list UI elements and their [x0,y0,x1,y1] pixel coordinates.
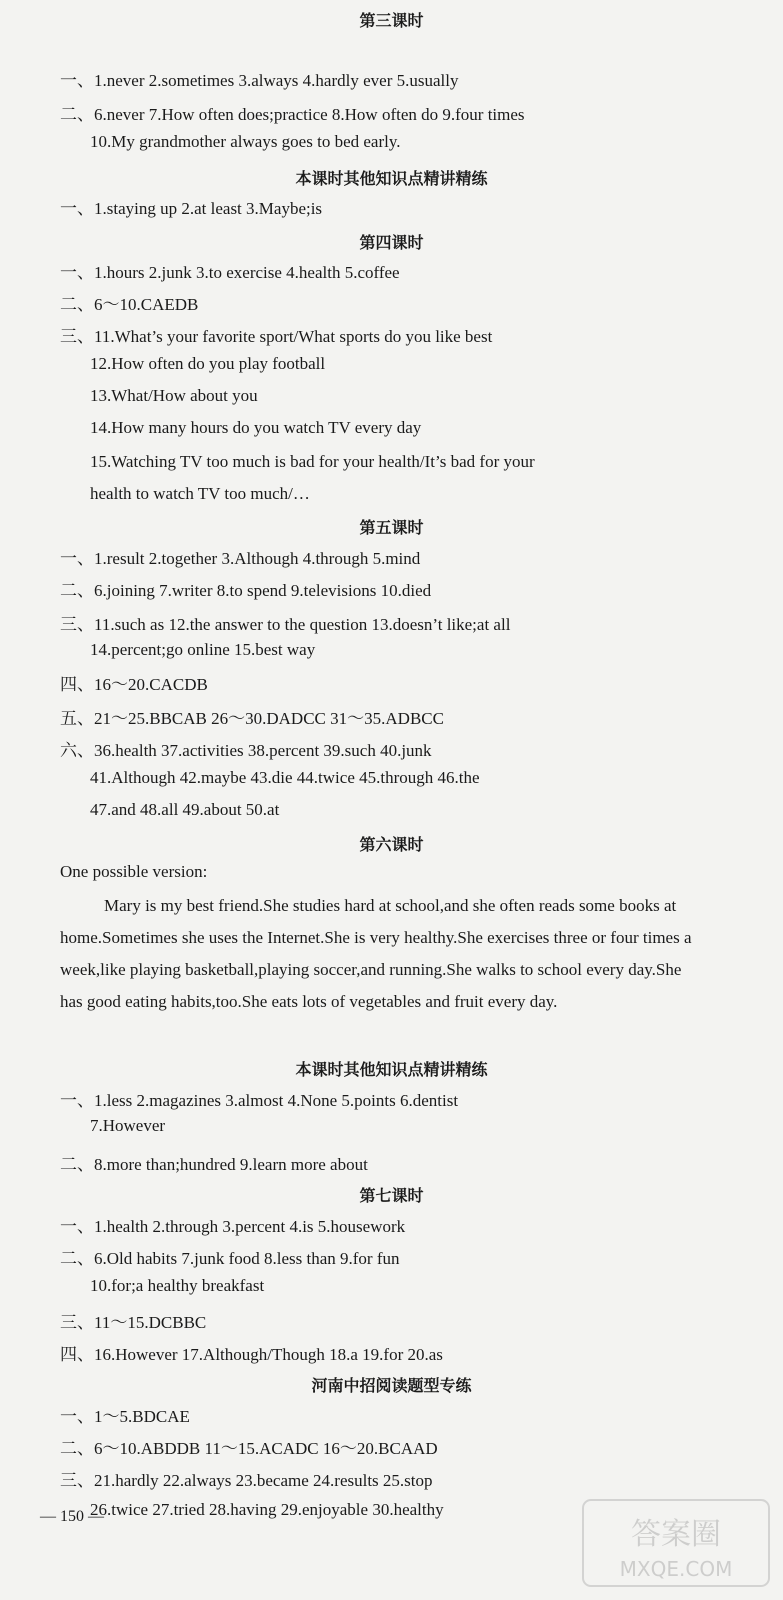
answer-line: 一、1.staying up 2.at least 3.Maybe;is [60,199,323,218]
answer-line: 47.and 48.all 49.about 50.at [90,800,280,819]
answer-line: 二、6.Old habits 7.junk food 8.less than 9.for fun [60,1249,400,1268]
answer-line: 三、21.hardly 22.always 23.became 24.results 25.stop [60,1471,433,1490]
answer-line: 二、6～10.ABDDB 11～15.ACADC 16～20.BCAAD [60,1439,438,1458]
answer-line: 15.Watching TV too much is bad for your health/It’s bad for your [90,452,535,471]
answer-line: 二、6.never 7.How often does;practice 8.How often do 9.four times [60,105,525,124]
answer-line: 26.twice 27.tried 28.having 29.enjoyable 30.healthy [90,1500,444,1519]
answer-line: 一、1.hours 2.junk 3.to exercise 4.health 5.coffee [60,263,400,282]
answer-line: One possible version: [60,862,208,881]
answer-line: 14.How many hours do you watch TV every day [90,418,422,437]
section-heading: 第五课时 [359,518,424,537]
answer-line: 三、11.What’s your favorite sport/What sports do you like best [60,327,493,346]
answer-line: 13.What/How about you [90,386,258,405]
answer-line: 五、21～25.BBCAB 26～30.DADCC 31～35.ADBCC [60,709,444,728]
section-heading: 第三课时 [359,11,424,30]
answer-line: 二、6.joining 7.writer 8.to spend 9.televisions 10.died [60,581,432,600]
answer-line: 41.Although 42.maybe 43.die 44.twice 45.through 46.the [90,768,480,787]
section-heading: 河南中招阅读题型专练 [311,1376,472,1395]
section-heading: 第六课时 [359,835,424,854]
answer-line: 二、8.more than;hundred 9.learn more about [60,1155,368,1174]
answer-line: 四、16～20.CACDB [60,675,208,694]
svg-text:答案圈: 答案圈 [631,1517,721,1552]
essay-text: Mary is my best friend.She studies hard at school,and she often reads some books at home.Sometimes she uses the Internet.She is very healthy.She exercises three or four times a week,like playing basketball,playing soccer,and running.She walks to school every day.She has good eating habits,too.She eats lots of vegetables and fruit every day. [60,896,692,1011]
answer-line: 三、11～15.DCBBC [60,1313,207,1332]
answer-line: 10.My grandmother always goes to bed early. [90,132,401,151]
answer-line: 二、6～10.CAEDB [60,295,199,314]
answer-line: 四、16.However 17.Although/Though 18.a 19.for 20.as [60,1345,443,1364]
answer-line: 一、1.never 2.sometimes 3.always 4.hardly ever 5.usually [60,71,459,90]
section-heading: 第七课时 [359,1186,424,1205]
section-heading: 本课时其他知识点精讲精练 [295,1060,488,1079]
watermark-logo [581,1498,771,1588]
answer-line: 一、1.health 2.through 3.percent 4.is 5.housework [60,1217,406,1236]
section-heading: 第四课时 [359,233,424,252]
answer-line: 7.However [90,1116,166,1135]
answer-line: 六、36.health 37.activities 38.percent 39.such 40.junk [60,741,432,760]
section-heading: 本课时其他知识点精讲精练 [295,169,488,188]
answer-line: 10.for;a healthy breakfast [90,1276,265,1295]
answer-line: health to watch TV too much/… [90,484,310,503]
essay-paragraph [60,890,700,1018]
answer-line: 一、1.result 2.together 3.Although 4.through 5.mind [60,549,421,568]
page-number: — 150 — [40,1508,104,1525]
answer-line: 三、11.such as 12.the answer to the question 13.doesn’t like;at all [60,615,511,634]
answer-line: 12.How often do you play football [90,354,326,373]
answer-line: 14.percent;go online 15.best way [90,640,316,659]
answer-line: 一、1～5.BDCAE [60,1407,190,1426]
svg-text:MXQE.COM: MXQE.COM [619,1557,733,1581]
answer-line: 一、1.less 2.magazines 3.almost 4.None 5.points 6.dentist [60,1091,459,1110]
